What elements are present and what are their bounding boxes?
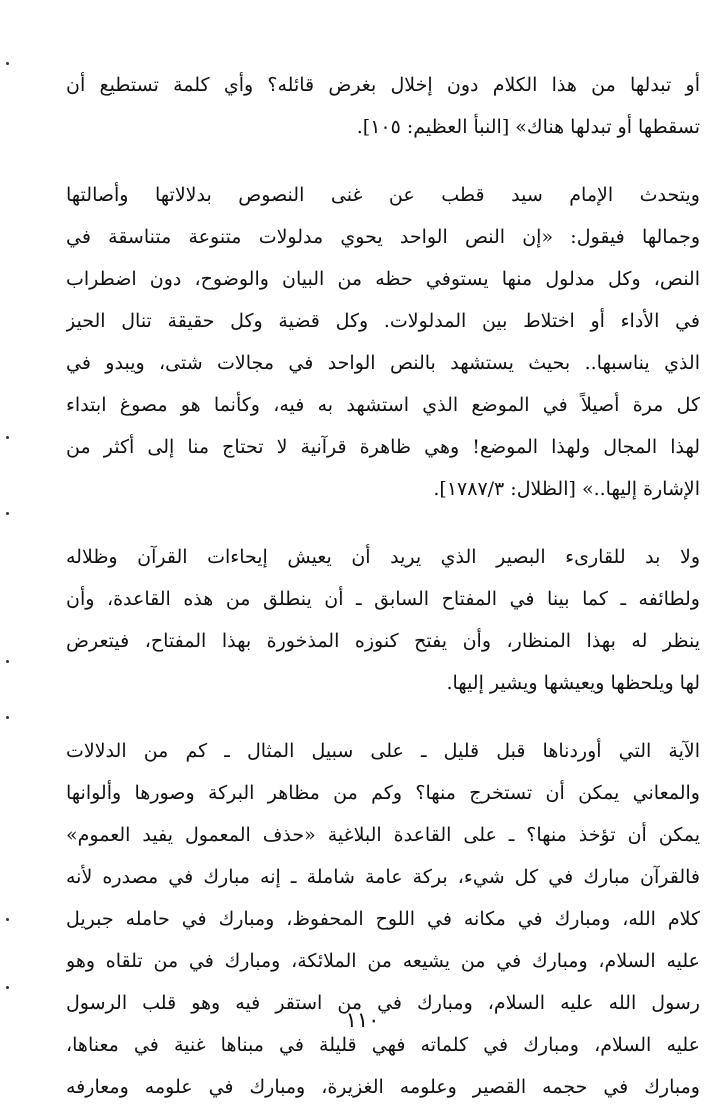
text-line: ولا بد للقارىء البصير الذي يريد أن يعيش إيحاءات القرآن وظلاله: [66, 546, 700, 568]
paragraph-3: [66, 536, 700, 704]
margin-speck: [6, 716, 9, 719]
text-line: ينظر له بهذا المنظار، وأن يفتح كنوزه المذخورة بهذا المفتاح، فيتعرض: [66, 630, 700, 652]
text-line: عليه السلام، ومبارك في من يشيعه من الملائكة، ومبارك في من تلقاه وهو: [66, 950, 700, 972]
text-line: كل مرة أصيلاً في الموضع الذي استشهد به فيه، وكأنما هو مصوغ ابتداء: [66, 394, 700, 416]
text-line: وجمالها فيقول: «إن النص الواحد يحوي مدلولات متنوعة متناسقة في: [66, 226, 700, 248]
margin-speck: [6, 986, 9, 989]
text-line: تسقطها أو تبدلها هناك» [النبأ العظيم: ١٠٥].: [356, 116, 700, 138]
text-line: ويتحدث الإمام سيد قطب عن غنى النصوص بدلالاتها وأصالتها: [66, 184, 700, 206]
text-line: رسول الله عليه السلام، ومبارك في من استقر فيه وهو قلب الرسول: [66, 992, 700, 1014]
text-line: ومبارك في حجمه القصير وعلومه الغزيرة، ومبارك في علومه ومعارفه: [66, 1076, 700, 1098]
text-line: كلام الله، ومبارك في مكانه في اللوح المحفوظ، ومبارك في حامله جبريل: [66, 908, 700, 930]
margin-speck: [6, 62, 9, 65]
text-line: عليه السلام، ومبارك في كلماته فهي قليلة في مبناها غنية في معناها،: [66, 1034, 700, 1056]
paragraph-1: [66, 64, 700, 148]
paragraph-4: [66, 730, 700, 1108]
text-line: الذي يناسبها.. بحيث يستشهد بالنص الواحد في مجالات شتى، ويبدو في: [66, 352, 700, 374]
margin-speck: [6, 918, 9, 921]
text-line: والمعاني يمكن أن تستخرج منها؟ وكم من مظاهر البركة وصورها وألوانها: [66, 782, 700, 804]
paragraph-2: [66, 174, 700, 510]
text-line: ولطائفه ـ كما بينا في المفتاح السابق ـ أن ينطلق من هذه القاعدة، وأن: [66, 588, 700, 610]
body-text: [66, 64, 700, 1108]
text-line: لهذا المجال ولهذا الموضع! وهي ظاهرة قرآنية لا تحتاج منا إلى أكثر من: [66, 436, 700, 458]
text-line: لها ويلحظها ويعيشها ويشير إليها.: [446, 672, 700, 694]
text-line: أو تبدلها من هذا الكلام دون إخلال بغرض قائله؟ وأي كلمة تستطيع أن: [66, 74, 700, 96]
text-line: في الأداء أو اختلاط بين المدلولات. وكل قضية وكل حقيقة تنال الحيز: [66, 310, 700, 332]
text-line: النص، وكل مدلول منها يستوفي حظه من البيان والوضوح، دون اضطراب: [66, 268, 700, 290]
text-line: الإشارة إليها..» [الظلال: ١٧٨٧/٣].: [433, 478, 700, 500]
margin-speck: [6, 660, 9, 663]
margin-speck: [6, 436, 9, 439]
text-line: الآية التي أوردناها قبل قليل ـ على سبيل المثال ـ كم من الدلالات: [66, 740, 700, 762]
text-line: يمكن أن تؤخذ منها؟ ـ على القاعدة البلاغية «حذف المعمول يفيد العموم»: [66, 824, 700, 846]
margin-speck: [6, 512, 9, 515]
page-number: ١١٠: [345, 1008, 380, 1032]
text-line: فالقرآن مبارك في كل شيء، بركة عامة شاملة ـ إنه مبارك في مصدره لأنه: [66, 866, 700, 888]
